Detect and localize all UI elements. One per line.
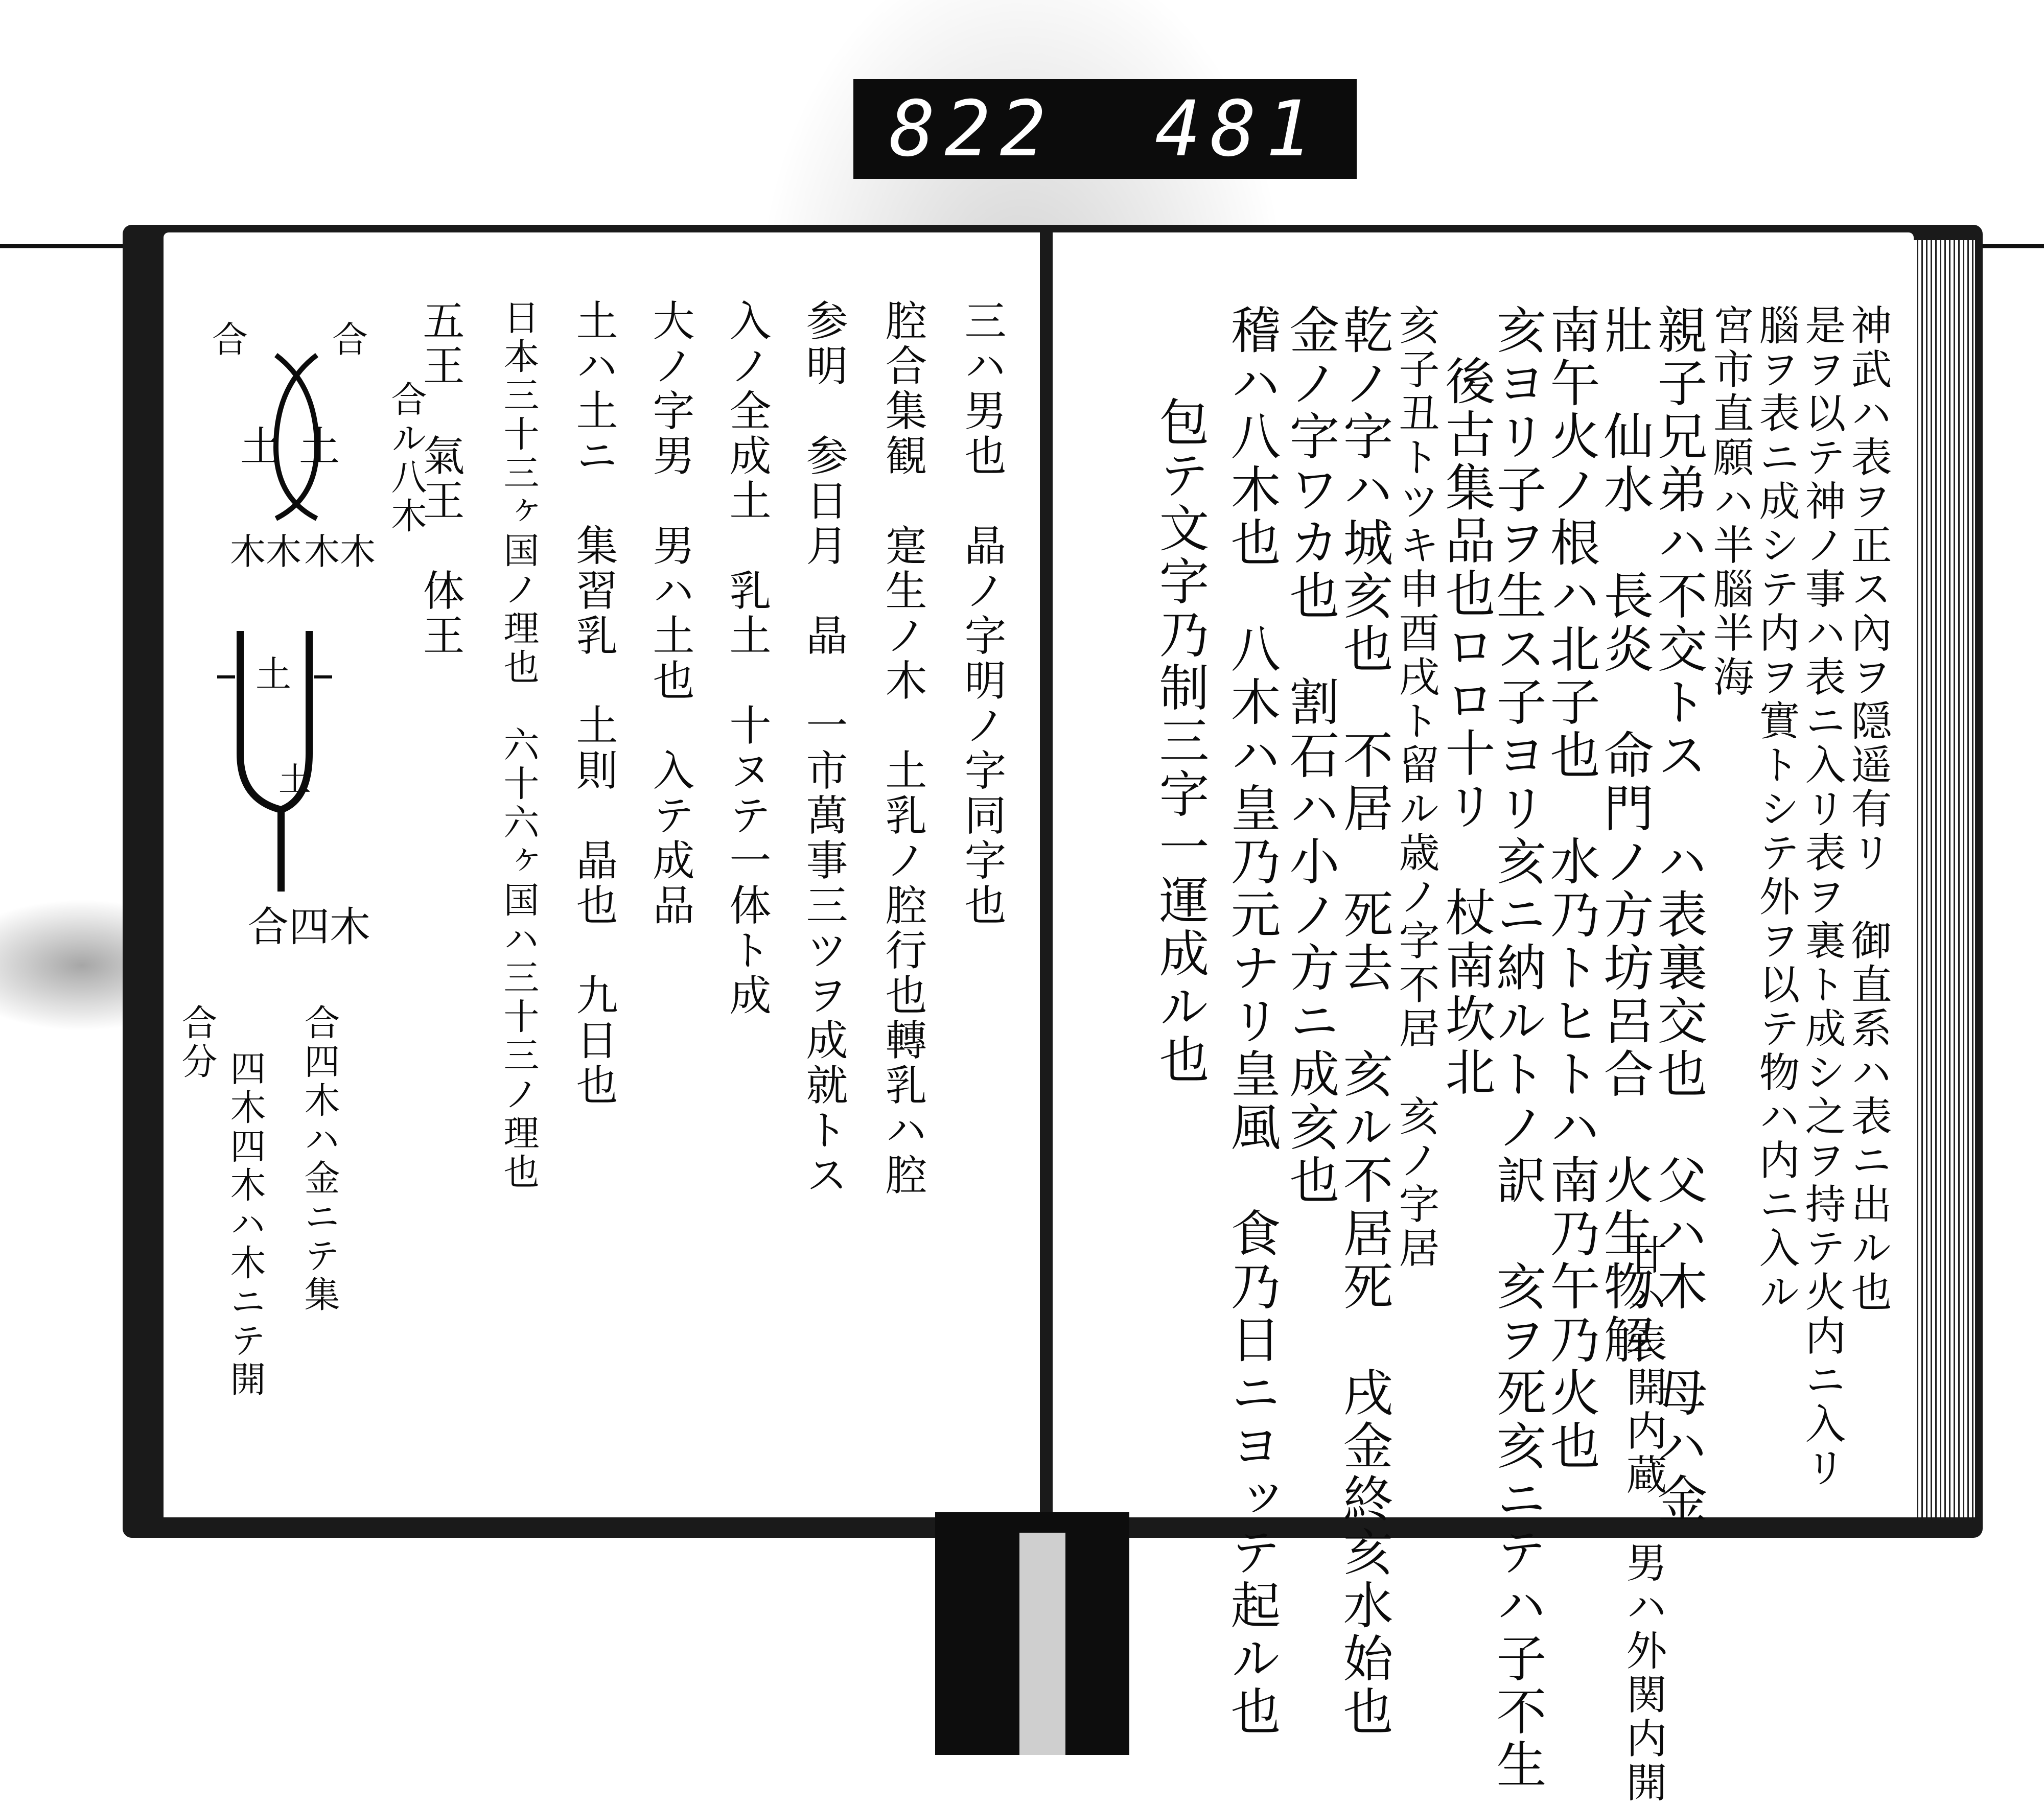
diagram-note-2: 四木四木ハ木ニテ開 (224, 1050, 266, 1399)
left-column-8: 五王 氣王 体王 (416, 299, 464, 659)
left-column-1: 三ハ男也 晶ノ字明ノ字同字也 (958, 299, 1006, 928)
right-column-8: 亥ヨリ子ヲ生ス子ヨリ亥ニ納ルトノ訳 亥ヲ死亥ニテハ子不生 (1488, 304, 1546, 1792)
left-column-3: 参明 参日月 晶 一市萬事三ツヲ成就トス (799, 299, 848, 1198)
left-column-7: 日本三十三ヶ国ノ理也 六十六ヶ国ハ三十三ノ理也 (498, 299, 540, 1192)
right-column-2: 是ヲ以テ神ノ事ハ表ニ入リ表ヲ裏ト成シ之ヲ持テ火内ニ入リ (1798, 304, 1846, 1490)
right-column-9: 廿ハ表開内蔵 男ハ外関内開 (1619, 1234, 1667, 1805)
right-column-10: 後古集品也ロロ十リ 杖南坎北 (1437, 355, 1495, 1099)
page-edges (1914, 240, 1975, 1517)
right-column-4: 宮市直願ハ半腦半海 (1706, 304, 1754, 699)
book-stand-highlight (1019, 1533, 1065, 1755)
right-column-15: 包テ文字乃制三字一運成ル也 (1151, 396, 1209, 1087)
diagram-note-3: 合分 (176, 1004, 218, 1082)
right-page (1053, 232, 1914, 1805)
branching-diagram (164, 232, 1040, 1517)
right-column-1: 神武ハ表ヲ正ス內ヲ隠遥有リ 御直系ハ表ニ出ル也 (1844, 304, 1892, 1315)
right-column-6: 壯 仙水 長炎 命門ノ方坊呂合 火生物解 (1595, 304, 1654, 1367)
fork-label-1: 土 (256, 653, 291, 695)
right-column-7: 南午火ノ根ハ北子也 水乃トヒトハ南乃午乃火也 (1542, 304, 1600, 1473)
left-column-6: 土ハ土ニ 集習乳 土則 晶也 九日也 (569, 299, 618, 1108)
diagram-top-label-1: 合 (212, 319, 248, 361)
right-column-11: 亥子丑トツキ申酉戌ト留ル歳ノ字不居 亥ノ字居 (1392, 304, 1439, 1271)
archive-number-label (853, 79, 1357, 179)
fork-label-2: 土 (278, 761, 311, 799)
right-column-3: 腦ヲ表ニ成シテ内ヲ實トシテ外ヲ以テ物ハ内ニ入ル (1752, 304, 1800, 1315)
diagram-base-label: 合四木 (248, 903, 370, 951)
diagram-middle-label-1: 土 (240, 423, 281, 471)
label-right-number: 481 (1155, 84, 1321, 174)
label-left-number: 822 (889, 84, 1055, 174)
right-column-14: 稽ハ八木也 八木ハ皇乃元ナリ皇風 食乃日ニヨッテ起ル也 (1222, 304, 1281, 1739)
right-column-5: 親子兄弟ハ不交トス ハ表裏交也 父ハ木 母ハ金 (1649, 304, 1707, 1526)
left-column-2: 腔合集観 寔生ノ木 土乳ノ腔行也轉乳ハ腔 (878, 299, 927, 1198)
left-column-4: 入ノ全成土 乳土 十ヌテ一体ト成 (723, 299, 771, 1018)
left-page (164, 232, 1040, 1517)
diagram-top-label-3: 合ル八木 (385, 381, 427, 536)
diagram-note-1: 合四木ハ金ニテ集 (298, 1004, 340, 1315)
diagram-bottom-label-2: 木木 (304, 531, 376, 573)
left-column-5: 大ノ字男 男ハ土也 入テ成品 (646, 299, 694, 928)
diagram-bottom-label-1: 木木 (230, 531, 301, 573)
right-column-12: 乾ノ字ハ城亥也 不居 死去 亥ル不居死 戌金終亥水始也 (1335, 304, 1393, 1739)
right-column-13: 金ノ字ワカ也 割石ハ小ノ方ニ成亥也 (1281, 304, 1339, 1207)
diagram-middle-label-2: 土 (299, 423, 340, 471)
diagram-top-label-2: 合 (332, 319, 368, 361)
